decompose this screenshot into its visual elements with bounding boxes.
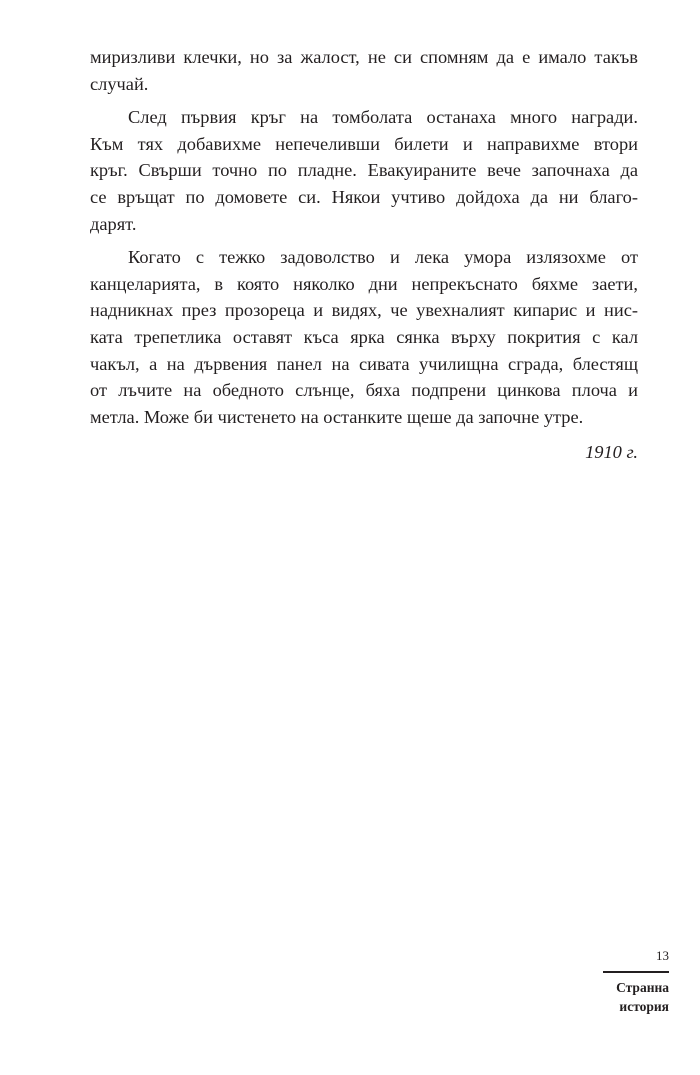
paragraph [90, 244, 638, 430]
paragraph [90, 104, 638, 237]
main-text [90, 44, 638, 466]
running-title-line: история [619, 999, 669, 1014]
text-line: миризливи клечки, но за жалост, не си спомням да е имало такъв [90, 47, 638, 67]
text-line: кръг. Свърши точно по пладне. Евакуираните вече започнаха да [90, 160, 638, 181]
text-line: метла. Може би чистенето на останките щеше да започне утре. [90, 406, 584, 427]
footer-divider [603, 971, 669, 973]
text-line: надникнах през прозореца и видях, че увехналият кипарис и нис- [90, 300, 638, 321]
running-title-line: Странна [616, 980, 669, 995]
text-line: След първия кръг на томболата останаха много награди. [128, 107, 638, 128]
text-line: ката трепетлика оставят къса ярка сянка върху покрития с кал [90, 326, 638, 347]
text-line: се връщат по домовете си. Някои учтиво дойдоха да ни благо- [90, 186, 638, 207]
page-number: 13 [656, 948, 669, 963]
text-line: от лъчите на обедното слънце, бяха подпрени цинкова плоча и [90, 380, 638, 401]
text-line: случай. [90, 73, 149, 94]
text-line: чакъл, а на дървения панел на сивата училищна сграда, блестящ [90, 353, 638, 374]
paragraph [90, 44, 638, 97]
running-title [579, 978, 669, 1016]
date-signature: 1910 г. [585, 442, 638, 463]
text-line: канцеларията, в която няколко дни непрекъснато бяхме заети, [90, 273, 638, 294]
text-line: Към тях добавихме непечеливши билети и направихме втори [90, 133, 638, 154]
text-line: Когато с тежко задоволство и лека умора излязохме от [128, 247, 638, 268]
text-line: дарят. [90, 213, 137, 234]
